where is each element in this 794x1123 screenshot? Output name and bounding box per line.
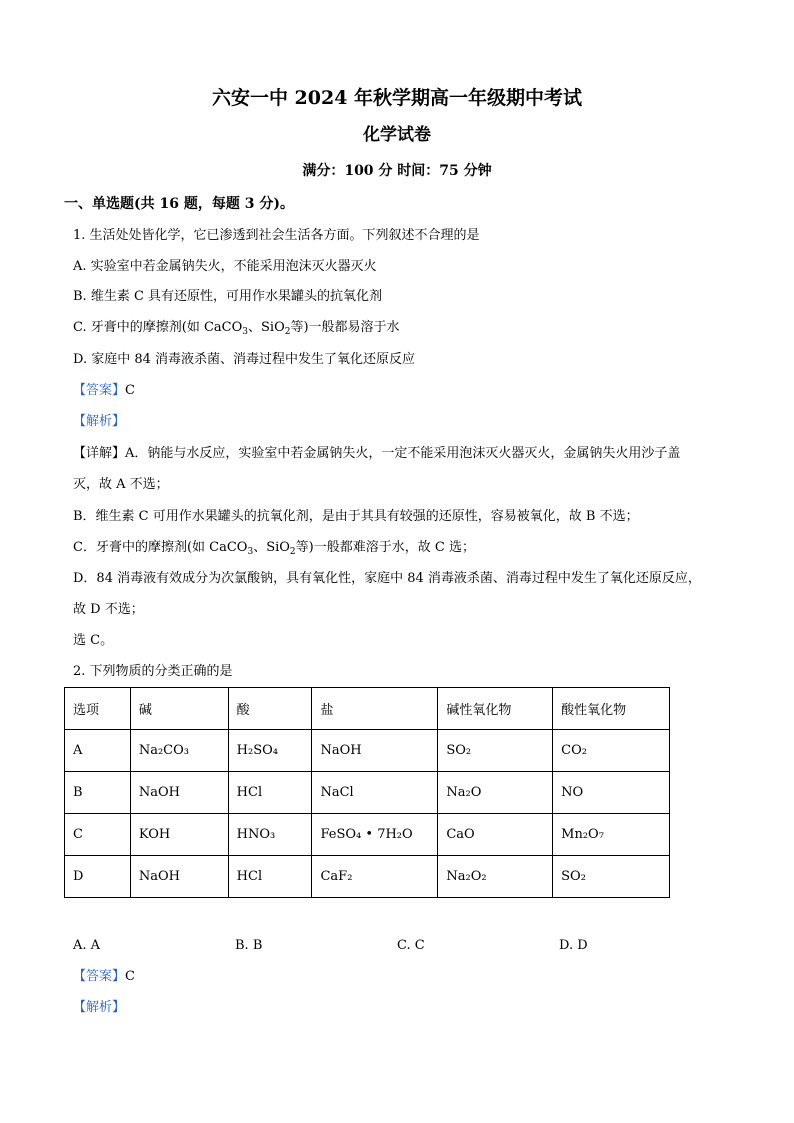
- table-cell: CO₂: [553, 730, 670, 772]
- header-cell: 酸性氧化物: [553, 688, 670, 730]
- table-header-row: [65, 688, 670, 730]
- q1-conclusion: 选 C。: [73, 633, 114, 648]
- table-row: [65, 730, 670, 772]
- q1-analysis-tag: 【解析】: [73, 414, 126, 429]
- table-cell: NO: [553, 772, 670, 814]
- q2-choice-a: A. A: [73, 938, 101, 953]
- table-cell: D: [65, 856, 131, 898]
- table-cell: HNO₃: [228, 814, 312, 856]
- q1-option-b: B. 维生素 C 具有还原性，可用作水果罐头的抗氧化剂: [73, 289, 383, 304]
- header-cell: 盐: [312, 688, 438, 730]
- table-cell: NaOH: [130, 856, 228, 898]
- table-cell: NaOH: [130, 772, 228, 814]
- table-cell: Na₂O: [438, 772, 553, 814]
- exam-subject: 化学试卷: [363, 125, 431, 145]
- q1-option-d: D. 家庭中 84 消毒液杀菌、消毒过程中发生了氧化还原反应: [73, 352, 416, 367]
- header-cell: 酸: [228, 688, 312, 730]
- table-cell: CaF₂: [312, 856, 438, 898]
- table-cell: CaO: [438, 814, 553, 856]
- table-cell: FeSO₄ • 7H₂O: [312, 814, 438, 856]
- table-cell: H₂SO₄: [228, 730, 312, 772]
- table-cell: HCl: [228, 856, 312, 898]
- exam-title: 六安一中 2024 年秋学期高一年级期中考试: [211, 87, 583, 109]
- q1-stem: 1. 生活处处皆化学，它已渗透到社会生活各方面。下列叙述不合理的是: [73, 228, 480, 243]
- table-row: [65, 772, 670, 814]
- q1-option-a: A. 实验室中若金属钠失火，不能采用泡沫灭火器灭火: [73, 259, 377, 274]
- q1-detail-line: 【详解】A．钠能与水反应，实验室中若金属钠失火，一定不能采用泡沫灭火器灭火，金属钠失火用沙子盖: [73, 446, 681, 461]
- table-cell: NaOH: [312, 730, 438, 772]
- q2-choice-c: C. C: [397, 938, 425, 953]
- table-cell: A: [65, 730, 131, 772]
- table-cell: NaCl: [312, 772, 438, 814]
- q1-detail-line: 灭，故 A 不选；: [73, 477, 169, 492]
- exam-meta: 满分：100 分 时间：75 分钟: [302, 163, 492, 179]
- q1-detail-line: 故 D 不选；: [73, 602, 144, 617]
- table-cell: KOH: [130, 814, 228, 856]
- table-cell: Mn₂O₇: [553, 814, 670, 856]
- header-cell: 碱性氧化物: [438, 688, 553, 730]
- q1-detail-line: D．84 消毒液有效成分为次氯酸钠，具有氧化性，家庭中 84 消毒液杀菌、消毒过程中发生了氧化还原反应，: [73, 571, 701, 586]
- table-row: [65, 856, 670, 898]
- classification-table: [64, 687, 670, 898]
- q2-choice-d: D. D: [559, 938, 588, 953]
- q2-answer: 【答案】C: [73, 969, 135, 984]
- table-cell: HCl: [228, 772, 312, 814]
- q1-answer: 【答案】C: [73, 383, 135, 398]
- header-cell: 碱: [130, 688, 228, 730]
- table-cell: SO₂: [553, 856, 670, 898]
- table-cell: C: [65, 814, 131, 856]
- section-heading: 一、单选题(共 16 题，每题 3 分)。: [64, 196, 294, 212]
- table-cell: SO₂: [438, 730, 553, 772]
- table-row: [65, 814, 670, 856]
- q2-analysis-tag: 【解析】: [73, 1000, 126, 1015]
- q2-choice-b: B. B: [235, 938, 263, 953]
- q1-detail-line: C．牙膏中的摩擦剂(如 CaCO$_3$、SiO$_2$等)一般都难溶于水，故 C 选；: [73, 540, 475, 557]
- q1-detail-line: B．维生素 C 可用作水果罐头的抗氧化剂，是由于其具有较强的还原性，容易被氧化，故 B 不选；: [73, 509, 639, 524]
- header-cell: 选项: [65, 688, 131, 730]
- table-cell: B: [65, 772, 131, 814]
- q2-stem: 2. 下列物质的分类正确的是: [73, 664, 233, 679]
- q1-option-c: C. 牙膏中的摩擦剂(如 CaCO$_3$、SiO$_2$等)一般都易溶于水: [73, 320, 400, 337]
- table-cell: Na₂CO₃: [130, 730, 228, 772]
- table-cell: Na₂O₂: [438, 856, 553, 898]
